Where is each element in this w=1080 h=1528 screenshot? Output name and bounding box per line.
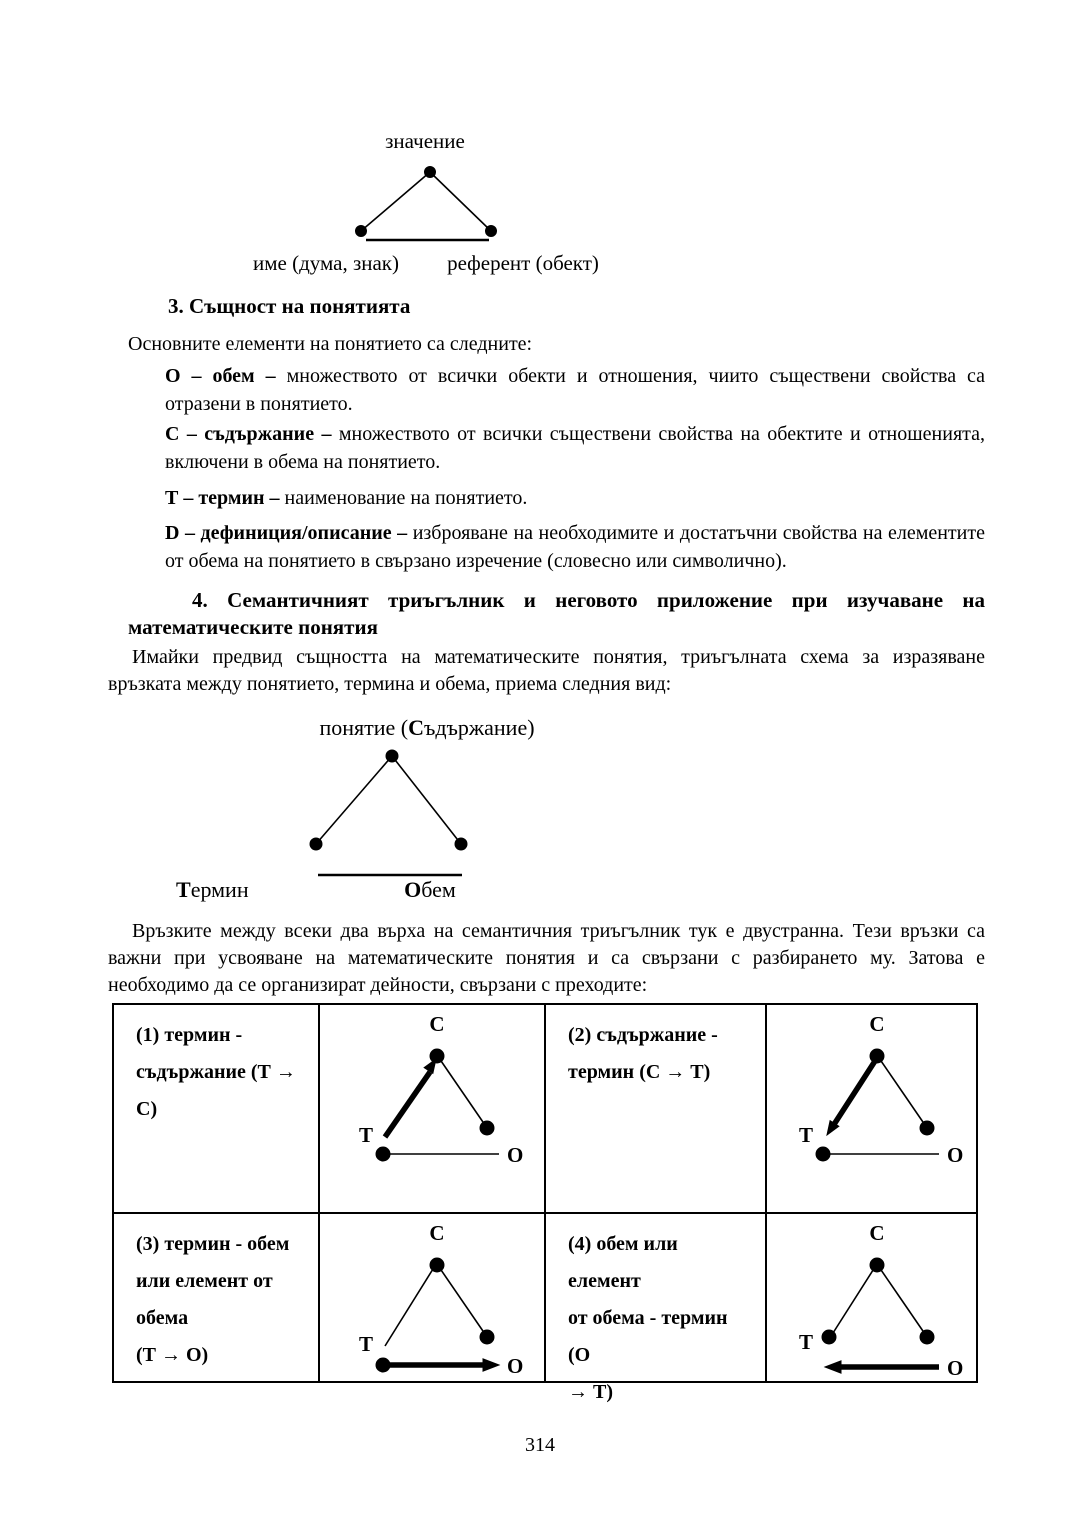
label-line: от обема - термин (О — [568, 1307, 728, 1366]
definition-sadarzhanie — [165, 420, 985, 476]
apex-label-prefix: понятие ( — [319, 715, 409, 740]
top-triangle-left-label: име (дума, знак) — [252, 251, 399, 275]
triangle-left-dot — [356, 226, 367, 237]
section-3-heading: 3. Същност на понятията — [168, 294, 411, 318]
definition-obem-text: множеството от всички обекти и отношения, чиито съществени свойства са отразени в понятието. — [165, 365, 986, 415]
table-cell-1-label — [114, 1005, 318, 1212]
label-line: (3) термин - обем — [136, 1233, 290, 1255]
vertex-label-T: Т — [798, 1330, 813, 1354]
definition-sadarzhanie-text: множеството от всички съществени свойства на обектите и отношенията, включени в обема на понятието. — [165, 423, 986, 473]
vertex-label-O: О — [947, 1143, 964, 1167]
definition-definicia-term: D – дефиниция/описание – — [165, 522, 408, 544]
arrowhead-right — [483, 1359, 499, 1371]
triangle-arrow-T-to-C — [327, 1011, 537, 1173]
section-3-intro: Основните елементи на понятието са следните: — [128, 333, 533, 355]
label-line: С) — [136, 1098, 158, 1120]
math-triangle-right-label — [370, 877, 490, 903]
definition-obem-term: О – обем – — [165, 365, 276, 387]
vertex-label-T: Т — [358, 1123, 373, 1147]
triangle-apex-dot — [425, 167, 436, 178]
triangle-right-dot — [455, 838, 467, 850]
definition-obem — [165, 362, 985, 418]
definition-termin-term: Т – термин – — [165, 487, 280, 509]
vertex-label-C: С — [429, 1221, 445, 1245]
right-label-bold-letter: О — [404, 877, 422, 902]
vertex-label-O: О — [947, 1356, 964, 1380]
bottom-left-dot — [822, 1330, 836, 1344]
label-line: (2) съдържание - — [568, 1024, 718, 1046]
vertex-label-T: Т — [358, 1332, 373, 1356]
triangle-arrow-C-to-T — [767, 1011, 977, 1173]
section-4-heading-line2: математическите понятия — [128, 615, 378, 639]
label-line: термин (С → Т) — [568, 1061, 711, 1083]
left-label-bold-letter: Т — [176, 877, 191, 902]
page-number: 314 — [525, 1434, 555, 1456]
section-4-heading-line1: 4. Семантичният триъгълник и неговото приложение при изучаване на — [192, 588, 985, 612]
arrowhead-left — [825, 1361, 841, 1373]
left-label-rest: ермин — [190, 877, 249, 902]
definition-termin — [165, 484, 985, 512]
apex-label-rest: ъдържание) — [423, 715, 535, 740]
label-line: съдържание (Т → — [136, 1061, 296, 1083]
vertex-label-C: С — [869, 1012, 885, 1036]
top-triangle-apex-label: значение — [385, 129, 465, 153]
table-cell-3-label — [114, 1212, 318, 1381]
semantic-triangle-diagram — [345, 161, 510, 246]
definition-definicia — [165, 519, 985, 575]
vertex-label-C: С — [429, 1012, 445, 1036]
triangle-right-dot — [486, 226, 497, 237]
table-cell-3-diagram — [318, 1212, 544, 1381]
label-line: обема — [136, 1307, 189, 1329]
table-cell-2-diagram — [765, 1005, 976, 1212]
transitions-table — [112, 1003, 978, 1403]
right-dot — [920, 1121, 934, 1135]
table-cell-1-diagram — [318, 1005, 544, 1212]
table-cell-2-label — [544, 1005, 765, 1212]
table-cell-4-diagram — [765, 1212, 976, 1381]
right-dot — [480, 1330, 494, 1344]
math-triangle-left-label — [176, 877, 249, 903]
section-4-intro: Имайки предвид същността на математическите понятия, триъгълната схема за изразяване връзката между понятието, термина и обема, приема следния вид: — [108, 646, 985, 695]
label-line: → Т) — [568, 1381, 613, 1403]
math-semantic-triangle-diagram — [300, 744, 480, 879]
triangle-left-dot — [310, 838, 322, 850]
arrowhead-up — [424, 1059, 436, 1073]
apex-label-bold-letter: С — [408, 715, 424, 740]
label-line: (4) обем или елемент — [568, 1233, 678, 1292]
table-cell-4-label — [544, 1212, 765, 1403]
right-dot — [920, 1330, 934, 1344]
definition-definicia-text: изброяване на необходимите и достатъчни свойства на елементите от обема на понятието в свързано изречение (словесно или символично). — [165, 522, 985, 572]
label-line: (Т → О) — [136, 1344, 209, 1366]
triangle-apex-dot — [386, 750, 398, 762]
triangle-arrow-O-to-T — [767, 1220, 977, 1382]
label-line: (1) термин - — [136, 1024, 243, 1046]
vertex-label-C: С — [869, 1221, 885, 1245]
top-triangle-right-label: референт (обект) — [447, 251, 599, 275]
math-triangle-apex-label — [277, 715, 577, 741]
vertex-label-O: О — [507, 1354, 524, 1378]
vertex-label-T: Т — [798, 1123, 813, 1147]
triangle-arrow-T-to-O — [327, 1220, 537, 1382]
right-dot — [480, 1121, 494, 1135]
definition-termin-text: наименование на понятието. — [284, 487, 528, 509]
label-line: или елемент от — [136, 1270, 273, 1292]
right-label-rest: бем — [421, 877, 456, 902]
transitions-paragraph: Връзките между всеки два върха на семантичния триъгълник тук е двустранна. Тези връзки са важни при усвояване на математическите понятия и са свързани с разбирането му. Затова е необходимо да се организират дейности, свързани с преходите: — [108, 920, 985, 996]
definition-sadarzhanie-term: С – съдържание – — [165, 423, 332, 445]
vertex-label-O: О — [507, 1143, 524, 1167]
